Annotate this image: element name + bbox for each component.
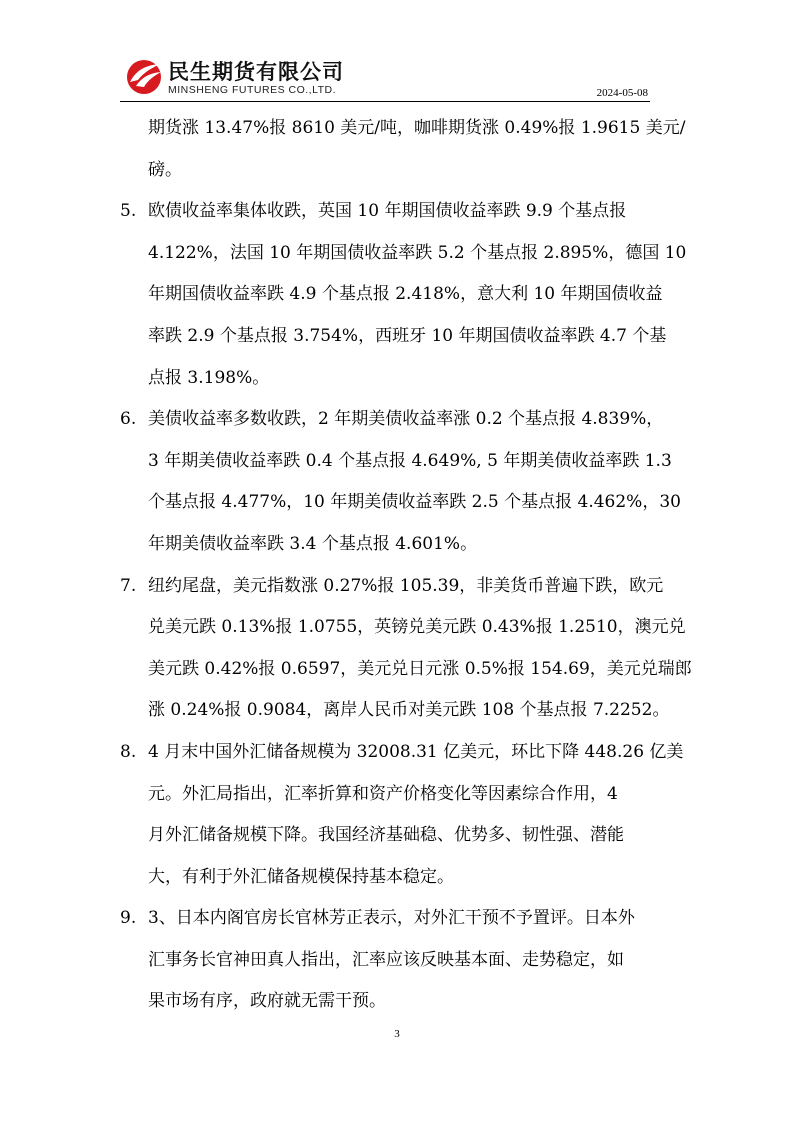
- document-body: [120, 108, 692, 1023]
- list-item-continued: [120, 108, 686, 191]
- text-line: 期货涨 13.47%报 8610 美元/吨，咖啡期货涨 0.49%报 1.9615 美元/: [148, 118, 686, 138]
- text-line: 年期美债收益率跌 3.4 个基点报 4.601%。: [148, 533, 478, 554]
- item-number: 9.: [120, 908, 137, 929]
- text-line: 磅。: [148, 159, 182, 180]
- list-item-5: [120, 191, 687, 399]
- text-line: 点报 3.198%。: [148, 367, 270, 388]
- text-line: 纽约尾盘，美元指数涨 0.27%报 105.39，非美货币普遍下跌，欧元: [148, 575, 664, 596]
- minsheng-logo-icon: [124, 56, 164, 96]
- text-line: 欧债收益率集体收跌，英国 10 年期国债收益率跌 9.9 个基点报: [148, 201, 627, 222]
- text-line: 年期国债收益率跌 4.9 个基点报 2.418%，意大利 10 年期国债收益: [148, 284, 663, 305]
- list-item-9: [120, 898, 680, 1023]
- text-line: 兑美元跌 0.13%报 1.0755，英镑兑美元跌 0.43%报 1.2510，澳元兑: [148, 617, 686, 638]
- text-line: 月外汇储备规模下降。我国经济基础稳、优势多、韧性强、潜能: [148, 825, 624, 846]
- text-line: 4.122%，法国 10 年期国债收益率跌 5.2 个基点报 2.895%，德国 10: [148, 242, 687, 263]
- list-item-7: [120, 566, 692, 732]
- text-line: 汇事务长官神田真人指出，汇率应该反映基本面、走势稳定，如: [148, 949, 624, 970]
- list-item-8: [120, 732, 684, 898]
- text-line: 4 月末中国外汇储备规模为 32008.31 亿美元，环比下降 448.26 亿美: [148, 741, 684, 762]
- item-number: 5.: [120, 201, 137, 222]
- text-line: 3、日本内阁官房长官林芳正表示，对外汇干预不予置评。日本外: [148, 908, 635, 929]
- text-line: 美元跌 0.42%报 0.6597，美元兑日元涨 0.5%报 154.69，美元兑瑞郎: [148, 658, 692, 679]
- item-number: 6.: [120, 409, 137, 430]
- item-number: 8.: [120, 741, 137, 762]
- text-line: 个基点报 4.477%，10 年期美债收益率跌 2.5 个基点报 4.462%，30: [148, 492, 681, 513]
- list-item-6: [120, 399, 680, 565]
- text-line: 大，有利于外汇储备规模保持基本稳定。: [148, 866, 454, 887]
- text-line: 果市场有序，政府就无需干预。: [148, 991, 386, 1012]
- page-number: 3: [394, 1028, 400, 1040]
- text-line: 涨 0.24%报 0.9084，离岸人民币对美元跌 108 个基点报 7.2252。: [148, 700, 670, 721]
- report-date: 2024-05-08: [596, 87, 648, 99]
- item-number: 7.: [120, 575, 137, 596]
- text-line: 3 年期美债收益率跌 0.4 个基点报 4.649%, 5 年期美债收益率跌 1.3: [148, 450, 672, 471]
- header-divider: [120, 101, 650, 102]
- company-name-en: MINSHENG FUTURES CO.,LTD.: [168, 84, 337, 96]
- company-name-cn: 民生期货有限公司: [168, 60, 344, 84]
- text-line: 美债收益率多数收跌，2 年期美债收益率涨 0.2 个基点报 4.839%，: [148, 409, 664, 430]
- page-header: [120, 52, 650, 102]
- text-line: 元。外汇局指出，汇率折算和资产价格变化等因素综合作用，4: [148, 783, 618, 804]
- text-line: 率跌 2.9 个基点报 3.754%，西班牙 10 年期国债收益率跌 4.7 个基: [148, 325, 667, 346]
